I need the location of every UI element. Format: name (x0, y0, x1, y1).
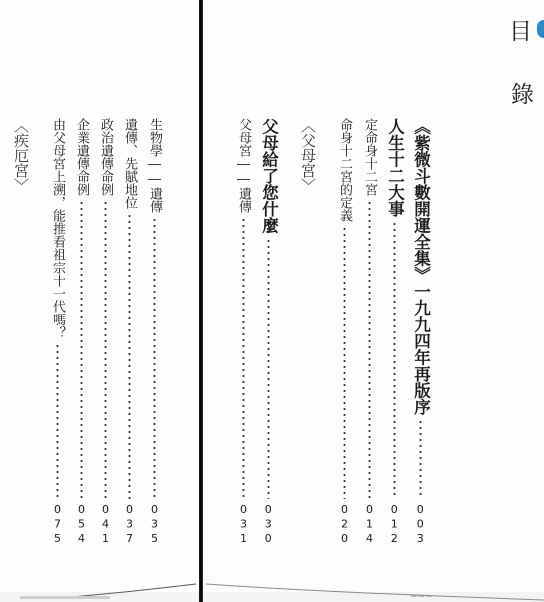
leader-dots (104, 200, 107, 499)
toc-entry-page: 030 (261, 502, 275, 546)
scan-mark: ~~~ (410, 592, 433, 602)
toc-entry-page: 014 (363, 502, 376, 546)
toc-entry[interactable] (260, 118, 277, 546)
toc-entry-title: 由父母宮上溯，能推看祖宗十一代嗎？ (50, 118, 65, 339)
toc-entry-title: 人生十二大事 (385, 118, 405, 217)
leader-dots (343, 226, 346, 499)
toc-section-header[interactable] (13, 118, 28, 193)
toc-entry-page: 035 (148, 502, 161, 546)
toc-entry-title: 政治遺傳命例 (98, 118, 113, 196)
toc-entry-title: 《紫微斗數開運全集》一九九四年再版序 (411, 118, 431, 415)
toc-entry[interactable] (338, 118, 351, 546)
toc-entry[interactable] (386, 118, 403, 546)
toc-entry[interactable] (412, 118, 429, 546)
toc-entry-page: 037 (123, 502, 136, 546)
leader-dots (242, 217, 245, 499)
toc-entry-title: 生物學――遺傳 (147, 118, 162, 213)
toc-entry-title: 父母給了您什麼 (259, 118, 279, 234)
leader-dots (128, 213, 131, 499)
leader-dots (393, 221, 396, 499)
leader-dots (419, 419, 422, 499)
leader-dots (153, 217, 156, 499)
toc-entry-page: 031 (237, 502, 250, 546)
toc-entry[interactable] (237, 118, 250, 546)
toc-entry-title: 遺傳、先賦地位 (122, 118, 137, 209)
leader-dots (80, 200, 83, 499)
toc-section-title: 〈疾厄宮〉 (12, 118, 30, 193)
toc-entry[interactable] (148, 118, 161, 546)
toc-entry-page: 020 (338, 502, 351, 546)
blue-tab-mark (537, 20, 544, 38)
toc-entry-title: 命身十二宮的定義 (337, 118, 352, 222)
leader-dots (56, 343, 59, 499)
toc-entry-page: 075 (51, 502, 64, 546)
toc-entry[interactable] (75, 118, 88, 546)
leader-dots (368, 200, 371, 499)
toc-entry[interactable] (51, 118, 64, 546)
toc-entry[interactable] (363, 118, 376, 546)
toc-entry[interactable] (99, 118, 112, 546)
toc-entry-page: 003 (413, 502, 427, 546)
book-spine (199, 0, 203, 602)
toc-entry[interactable] (123, 118, 136, 546)
toc-entry-title: 父母宮――遺傳 (236, 118, 251, 213)
leader-dots (267, 238, 270, 499)
toc-entry-page: 054 (75, 502, 88, 546)
toc-heading-char-1: 目 (505, 19, 531, 44)
toc-section-header[interactable] (300, 118, 315, 193)
toc-entry-title: 企業遺傳命例 (74, 118, 89, 196)
toc-heading-char-2: 錄 (507, 82, 533, 107)
toc-entry-page: 041 (99, 502, 112, 546)
toc-section-title: 〈父母宮〉 (299, 118, 317, 193)
toc-entry-title: 定命身十二宮 (362, 118, 377, 196)
left-page-edge-mark (20, 596, 110, 599)
toc-entry-page: 012 (387, 502, 401, 546)
